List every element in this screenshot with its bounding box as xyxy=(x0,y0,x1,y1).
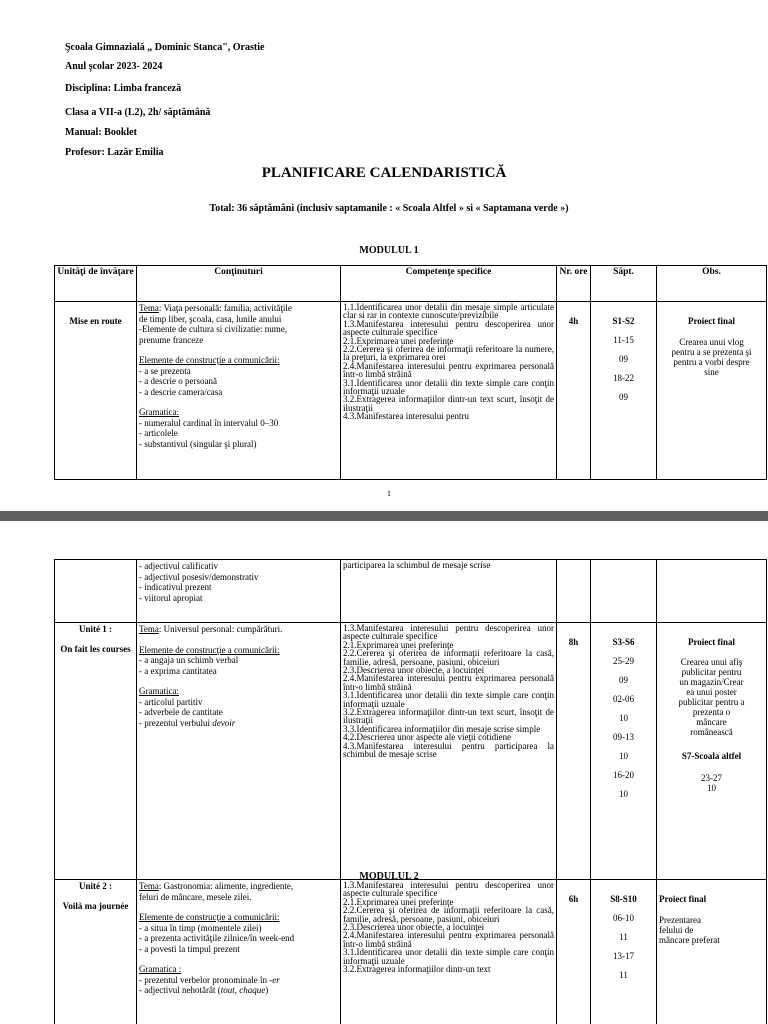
competence-item: 2.4.Manifestarea interesului pentru exprimarea personală într-o limbă străină xyxy=(343,930,554,949)
competence-item: 1.1.Identificarea unor detalii din mesaje simple articulate clar si rar in contexte cunoscute/previzibile xyxy=(343,302,554,321)
content-line: prenume franceze xyxy=(139,334,204,345)
week-month: 10 xyxy=(619,751,628,761)
obs-cell xyxy=(657,623,767,880)
competence-item: 4.3.Manifestarea interesului pentru participarea la schimbul de mesaje scrise xyxy=(343,740,554,760)
weeks-cell xyxy=(591,880,657,1024)
unit-name: Voilà ma journée xyxy=(62,901,129,911)
week-range: S1-S2 xyxy=(612,316,635,326)
obs-text: Prezentarea felului de mâncare preferat xyxy=(659,915,720,945)
content-line: Tema: Gastronomia: alimente, ingrediente, xyxy=(139,881,294,891)
week-dates: 13-17 xyxy=(613,951,634,961)
content-line: Gramatica: xyxy=(139,686,179,696)
competences-cell xyxy=(341,302,557,480)
competence-item: 3.2.Extragerea informaţiilor dintr-un text scurt, însoţit de ilustraţii xyxy=(343,707,554,726)
content-cell xyxy=(137,560,341,623)
week-dates: 09-13 xyxy=(613,732,634,742)
competence-item: 1.3.Manifestarea interesului pentru descoperirea unor aspecte culturale specifice xyxy=(343,318,554,338)
content-line: - a prezenta activităţile zilnice/în week-end xyxy=(139,933,295,943)
content-line: - adjectivul calificativ xyxy=(139,561,218,571)
obs-title: Proiect final xyxy=(687,316,736,326)
content-line: Tema: Viaţa personală: familia, activităţile xyxy=(139,303,292,313)
competence-item: participarea la schimbul de mesaje scrise xyxy=(343,560,491,570)
content-cell xyxy=(137,302,341,480)
unit-label: Unité 2 : xyxy=(79,881,112,891)
discipline: Disciplina: Limba franceză xyxy=(65,83,182,94)
content-line: - viitorul apropiat xyxy=(139,592,203,603)
competence-item: 2.2.Cererea şi oferirea de informaţii referitoare la casă, familie, adresă, persoane, pasiuni, obiceiuri xyxy=(343,648,554,667)
content-line: - a angaja un schimb verbal xyxy=(139,655,239,665)
school-name: Şcoala Gimnazială „ Dominic Stanca", Orastie xyxy=(65,42,265,53)
week-month: 11 xyxy=(619,970,628,980)
content-line: Tema: Universul personal: cumpărături. xyxy=(139,624,283,634)
content-cell xyxy=(137,623,341,880)
header-weeks: Săpt. xyxy=(591,266,657,302)
class-info: Clasa a VII-a (L2), 2h/ săptămână xyxy=(65,107,211,118)
week-dates: 18-22 xyxy=(613,373,634,383)
header-hours: Nr. ore xyxy=(557,266,591,302)
hours-cell xyxy=(557,560,591,623)
unit-cell xyxy=(55,880,137,1024)
content-line: feluri de mâncare, mesele zilei. xyxy=(139,891,252,902)
header-obs: Obs. xyxy=(657,266,767,302)
hours-cell xyxy=(557,302,591,480)
content-line: - articolul partitiv xyxy=(139,696,203,707)
competence-item: 2.1.Exprimarea unei preferinţe xyxy=(343,639,454,650)
content-line: - a exprima cantitatea xyxy=(139,665,217,676)
competence-item: 3.2.Extragerea informaţiilor dintr-un text scurt, însoţit de ilustraţii xyxy=(343,394,554,413)
content-line: - adverbele de cantitate xyxy=(139,707,223,717)
week-month: 10 xyxy=(619,713,628,723)
content-line: - a se prezenta xyxy=(139,365,191,376)
table-row xyxy=(55,560,767,623)
content-line: -Elemente de cultura si civilizatie: nume, xyxy=(139,324,287,334)
content-line: - a situa în timp (momentele zilei) xyxy=(139,922,262,933)
competence-item: 2.1.Exprimarea unei preferinţe xyxy=(343,896,454,907)
week-range: S3-S6 xyxy=(612,637,635,647)
header-contents: Conţinuturi xyxy=(137,266,341,302)
page-title: PLANIFICARE CALENDARISTICĂ xyxy=(261,165,507,181)
unit-name: Mise en route xyxy=(69,316,122,326)
competence-item: 3.1.Identificarea unor detalii din texte simple care conţin informaţii uzuale xyxy=(343,947,554,966)
week-dates: 02-06 xyxy=(613,694,634,704)
competence-item: 3.2.Extragerea informaţiilor dintr-un text xyxy=(343,964,491,975)
competence-item: 2.2.Cererea şi oferirea de informaţii referitoare la casă, familie, adresă, persoane, pasiuni, obiceiuri xyxy=(343,905,554,924)
competences-cell xyxy=(341,880,557,1024)
competence-item: 3.1.Identificarea unor detalii din texte simple care conţin informaţii uzuale xyxy=(343,377,554,397)
content-line: - a povesti la timpul prezent xyxy=(139,943,240,954)
unit-name: On fait les courses xyxy=(60,644,131,654)
unit-cell xyxy=(55,302,137,480)
obs-title: Proiect final xyxy=(687,637,736,647)
scoala-altfel-dates: 23-27 xyxy=(701,773,722,783)
weeks-cell xyxy=(591,302,657,480)
week-month: 09 xyxy=(619,392,628,402)
competence-item: 1.3.Manifestarea interesului pentru descoperirea unor aspecte culturale specifice xyxy=(343,880,554,899)
competence-item: 2.2.Cererea şi oferirea de informaţii referitoare la numere, la preţuri, la exprimarea orei xyxy=(343,344,554,363)
unit-cell xyxy=(55,560,137,623)
week-month: 11 xyxy=(619,932,628,942)
content-line: - substantivul (singular şi plural) xyxy=(139,438,257,449)
content-cell xyxy=(137,880,341,1024)
week-month: 10 xyxy=(619,789,628,799)
competences-cell xyxy=(341,560,557,623)
competence-item: 3.1.Identificarea unor detalii din texte simple care conţin informaţii uzuale xyxy=(343,690,554,709)
week-month: 09 xyxy=(619,354,628,364)
table-row xyxy=(55,623,767,880)
content-line: Elemente de construcţie a comunicării: xyxy=(139,912,280,922)
week-dates: 25-29 xyxy=(613,656,634,666)
hours-value: 8h xyxy=(568,637,579,647)
content-line: - articolele xyxy=(139,428,178,438)
competence-item: 2.3.Descrierea unor obiecte, a locuinţei xyxy=(343,922,485,933)
unit-label: Unité 1 : xyxy=(79,624,112,634)
content-line: Elemente de construcţie a comunicării: xyxy=(139,355,280,365)
competences-cell xyxy=(341,623,557,880)
document-page-2 xyxy=(0,521,768,1024)
competence-item: 2.3.Descrierea unor obiecte, a locuinţei xyxy=(343,665,485,676)
header-units: Unităţi de învăţare xyxy=(55,266,137,302)
total-weeks: Total: 36 săptămâni (inclusiv saptamanile : « Scoala Altfel » si « Saptamana verde ») xyxy=(209,203,569,214)
hours-cell xyxy=(557,880,591,1024)
competence-item: 3.3.Identificarea informaţiilor din mesaje scrise simple xyxy=(343,723,541,734)
competence-item: 2.1.Exprimarea unei preferinţe xyxy=(343,335,454,346)
obs-text: Crearea unui afiş publicitar pentru un magazin/Crear ea unui poster publicitar pentru a prezenta o mâncare românească xyxy=(678,657,745,737)
week-dates: 16-20 xyxy=(613,770,634,780)
table-row xyxy=(55,302,767,480)
weeks-cell xyxy=(591,560,657,623)
module-2-heading: MODULUL 2 xyxy=(359,871,419,882)
scoala-altfel-label: S7-Scoala altfel xyxy=(681,751,742,761)
content-line: - a descrie camera/casa xyxy=(139,386,223,397)
content-line: - prezentul verbului devoir xyxy=(139,717,236,728)
content-line: Elemente de construcţie a comunicării: xyxy=(139,644,280,655)
hours-value: 4h xyxy=(568,316,579,326)
planning-table xyxy=(54,265,767,480)
content-line: - a descrie o persoană xyxy=(139,376,217,386)
content-line: Gramatica: xyxy=(139,407,179,417)
document-page-1 xyxy=(0,0,768,511)
content-line: - prezentul verbelor pronominale în -er xyxy=(139,974,280,985)
obs-text: Crearea unui vlog pentru a se prezenta şi pentru a vorbi despre sine xyxy=(671,337,752,377)
competence-item: 4.3.Manifestarea interesului pentru xyxy=(343,411,469,422)
week-dates: 06-10 xyxy=(613,913,634,923)
competence-item: 2.4.Manifestarea interesului pentru exprimarea personală într-o limbă străină xyxy=(343,360,554,380)
obs-cell xyxy=(657,880,767,1024)
module-1-heading: MODULUL 1 xyxy=(359,245,419,256)
content-line: Gramatica : xyxy=(139,964,182,974)
content-line: de timp liber, şcoala, casa, lunile anului xyxy=(139,313,282,324)
content-line: - indicativul prezent xyxy=(139,582,212,592)
content-line: - numeralul cardinal în intervalul 0–30 xyxy=(139,417,279,428)
hours-value: 6h xyxy=(568,894,579,904)
week-dates: 11-15 xyxy=(613,335,634,345)
table-row xyxy=(55,880,767,1024)
page-number: 1 xyxy=(387,489,391,498)
unit-cell xyxy=(55,623,137,880)
obs-cell xyxy=(657,560,767,623)
content-line: - adjectivul posesiv/demonstrativ xyxy=(139,571,259,582)
competence-item: 1.3.Manifestarea interesului pentru descoperirea unor aspecte culturale specifice xyxy=(343,623,554,642)
week-month: 09 xyxy=(619,675,628,685)
school-year: Anul şcolar 2023- 2024 xyxy=(65,61,163,72)
weeks-cell xyxy=(591,623,657,880)
teacher: Profesor: Lazăr Emilia xyxy=(65,147,164,158)
competence-item: 4.2.Descrierea unor aspecte ale vieţii cotidiene xyxy=(343,732,512,743)
hours-cell xyxy=(557,623,591,880)
header-competences: Competenţe specifice xyxy=(341,266,557,302)
content-line: - adjectivul nehotărât (tout, chaque) xyxy=(139,985,269,995)
week-range: S8-S10 xyxy=(610,894,637,904)
manual: Manual: Booklet xyxy=(65,127,137,138)
planning-table-continued xyxy=(54,559,767,1024)
obs-title: Proiect final xyxy=(659,894,707,904)
table-header-row xyxy=(55,266,767,302)
obs-cell xyxy=(657,302,767,480)
scoala-altfel-month: 10 xyxy=(707,783,716,793)
competence-item: 2.4.Manifestarea interesului pentru exprimarea personală într-o limbă străină xyxy=(343,673,554,692)
